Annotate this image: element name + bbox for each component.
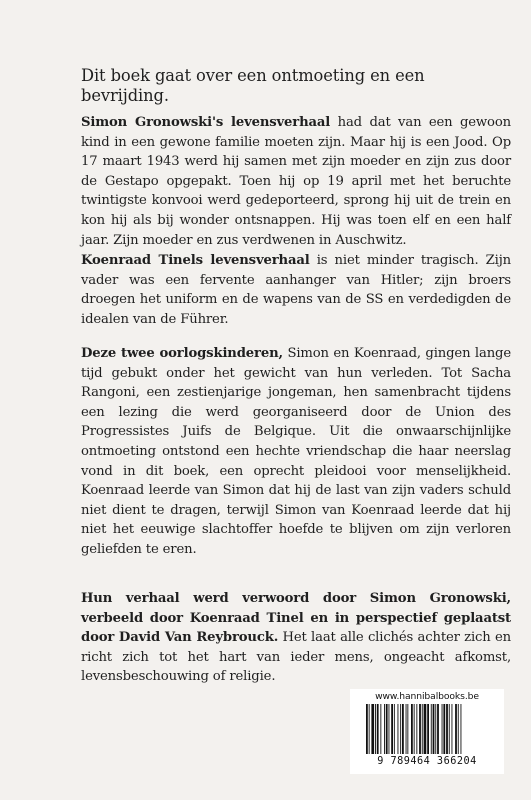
- barcode-bar: [449, 704, 450, 754]
- barcode-bar: [398, 704, 399, 754]
- barcode-bar: [414, 704, 415, 754]
- barcode-bar: [419, 704, 421, 754]
- barcode-image: [366, 704, 492, 754]
- paragraph-lead: Hun verhaal werd verwoord door Simon Gronowski, verbeeld door Koenraad Tinel en in perspectief geplaatst door David Van Reybrouck.: [81, 591, 511, 646]
- barcode-bar: [375, 704, 376, 754]
- intro-line: Dit boek gaat over een ontmoeting en een bevrijding.: [81, 66, 425, 105]
- barcode-bar: [442, 704, 443, 754]
- barcode-bar: [422, 704, 423, 754]
- barcode-bar: [427, 704, 429, 754]
- barcode-bar: [380, 704, 381, 754]
- paragraph-lead: Koenraad Tinels levensverhaal: [81, 253, 310, 268]
- barcode-bar: [424, 704, 427, 754]
- paragraph-text: Het laat alle clichés achter zich en richt zich tot het hart van ieder mens, ongeacht afkomst, levensbeschouwing of religie.: [81, 630, 511, 685]
- barcode-bar: [452, 704, 453, 754]
- barcode-bar: [394, 704, 395, 754]
- barcode-bar: [366, 704, 368, 754]
- paragraph-authors: [81, 589, 511, 687]
- barcode-bar: [416, 704, 417, 754]
- barcode-bar: [389, 704, 390, 754]
- barcode-bar: [391, 704, 393, 754]
- paragraph-koenraad: [81, 251, 511, 329]
- barcode-bar: [455, 704, 457, 754]
- barcode-bar: [384, 704, 385, 754]
- barcode-bar: [435, 704, 436, 754]
- barcode-bar: [433, 704, 435, 754]
- barcode-bar: [402, 704, 404, 754]
- barcode-bar: [407, 704, 408, 754]
- paragraph-lead: Simon Gronowski's levensverhaal: [81, 115, 331, 130]
- barcode-bar: [431, 704, 432, 754]
- barcode-bar: [371, 704, 374, 754]
- paragraph-lead: Deze twee oorlogskinderen,: [81, 346, 283, 361]
- paragraph-text: is niet minder tragisch. Zijn vader was een fervente aanhanger van Hitler; zijn broers droegen het uniform en de wapens van de SS en verdedigden de idealen van de Führer.: [81, 253, 511, 327]
- barcode-bar: [400, 704, 401, 754]
- barcode-bar: [458, 704, 459, 754]
- paragraph-war-children: [81, 344, 511, 560]
- barcode-bar: [411, 704, 413, 754]
- barcode-label: [350, 689, 504, 774]
- barcode-bar: [437, 704, 439, 754]
- barcode-bar: [461, 704, 462, 754]
- paragraph-text: Simon en Koenraad, gingen lange tijd gebukt onder het gewicht van hun verleden. Tot Sacha Rangoni, een zestienjarige jongeman, hen samenbracht tijdens een lezing die werd georganiseerd door de Union des Progressistes Juifs de Belgique. Uit die onwaarschijnlijke ontmoeting ontstond een hechte vriendschap die haar neerslag vond in dit boek, een oprecht pleidooi voor menselijkheid. Koenraad leerde van Simon dat hij de last van zijn vaders schuld niet dient te dragen, terwijl Simon van Koenraad leerde dat hij niet het eeuwige slachtoffer hoefde te blijven om zijn verloren geliefden te eren.: [81, 346, 511, 557]
- barcode-bar: [443, 704, 445, 754]
- publisher-url: www.hannibalbooks.be: [375, 691, 479, 702]
- barcode-bar: [369, 704, 370, 754]
- paragraph-text: had dat van een gewoon kind in een gewone familie moeten zijn. Maar hij is een Jood. Op 17 maart 1943 werd hij samen met zijn moeder en zijn zus door de Gestapo opgepakt. Toen hij op 19 april met het beruchte twintigste konvooi werd gedeporteerd, sprong hij uit de trein en kon hij als bij wonder ontsnappen. Hij was toen elf en een half jaar. Zijn moeder en zus verdwenen in Auschwitz.: [81, 115, 511, 248]
- barcode-bar: [377, 704, 379, 754]
- paragraph-simon: [81, 113, 511, 250]
- barcode-bar: [446, 704, 448, 754]
- barcode-bar: [386, 704, 388, 754]
- isbn-number: 9 789464 366204: [377, 756, 477, 767]
- barcode-bar: [406, 704, 407, 754]
